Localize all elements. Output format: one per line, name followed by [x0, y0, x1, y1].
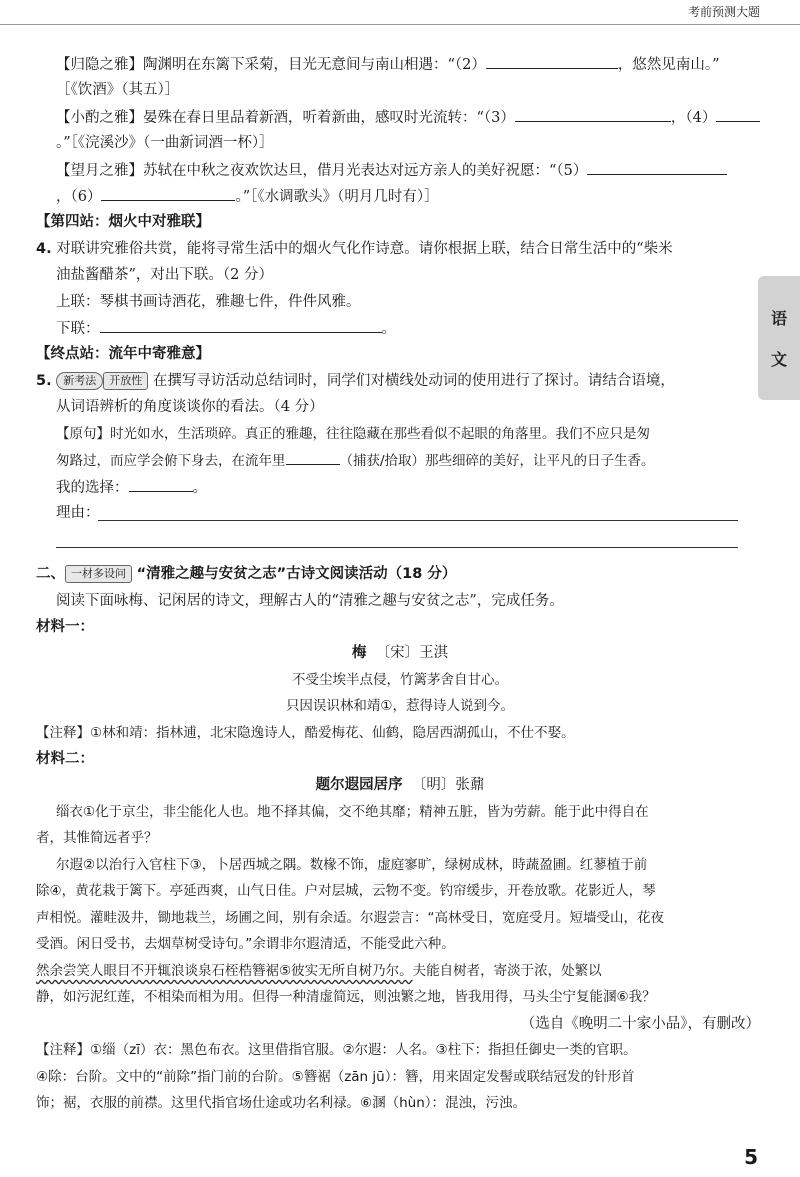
q5-orig-2: 匆路过，而应学会俯下身去，在流年里 （捕获/拾取）那些细碎的美好，让平凡的日子生香。: [56, 449, 655, 472]
q5-orig-1: 【原句】时光如水，生活琐碎。真正的雅趣，往往隐藏在那些看似不起眼的角落里。我们不应只是匆: [56, 426, 650, 442]
yas-line-3: 【小酌之雅】晏殊在春日里品着新酒，听着新曲，感叹时光流转：“（3） ，（4）: [56, 106, 760, 129]
note-2-line-3: 饰；裾，衣服的前襟。这里代指官场仕途或功名利禄。⑥溷（hùn）：混浊，污浊。: [36, 1095, 527, 1111]
prose-line-6: 受酒。闲日受书，去烟草树受诗句。”余谓非尔遐清适，不能受此六种。: [36, 936, 455, 952]
wavy-underlined-sentence: 然余尝笑人眼目不开辄浪谈泉石桎梏簪裾⑤彼实无所自树乃尔。: [36, 963, 413, 979]
q4-lower-couplet: 下联： 。: [56, 317, 396, 340]
blank-2[interactable]: [486, 53, 618, 69]
poem-title: 梅: [351, 645, 367, 661]
choice-blank[interactable]: [129, 476, 193, 492]
verb-blank[interactable]: [286, 449, 340, 465]
poem-heading: [0, 642, 800, 664]
q5-line-1: 5. 新考法 开放性 在撰写寻访活动总结词时，同学们对横线处动词的使用进行了探讨。请结合语境，: [36, 373, 675, 389]
yas-line-6: ，（6） 。”［《水调歌头》（明月几时有）］: [56, 185, 439, 208]
header-label: 考前预测大题: [687, 5, 760, 19]
open-tag: 开放性: [103, 372, 148, 390]
note-2-line-2: ④除：台阶。文中的“前除”指门前的台阶。⑤簪裾（zān jū）：簪，用来固定发髻或联结冠发的针形首: [36, 1069, 635, 1085]
part2-intro: 阅读下面咏梅、记闲居的诗文，理解古人的“清雅之趣与安贫之志”，完成任务。: [56, 593, 564, 609]
final-title: 【终点站：流年中寄雅意】: [36, 346, 210, 362]
q5-line-2: 从词语辨析的角度谈谈你的看法。（4 分）: [56, 399, 324, 415]
q4-upper-couplet: 上联：琴棋书画诗酒花，雅趣七件，件件风雅。: [56, 294, 361, 310]
prose-line-2: 者，其惟简远者乎？: [36, 830, 158, 846]
yas-line-5: 【望月之雅】苏轼在中秋之夜欢饮达旦，借月光表达对远方亲人的美好祝愿：“（5）: [56, 159, 727, 182]
lower-couplet-blank[interactable]: [100, 317, 382, 333]
part2-heading: 二、 一材多设问 “清雅之趣与安贫之志”古诗文阅读活动（18 分）: [36, 566, 457, 582]
prose-line-1: 缁衣①化于京尘，非尘能化人也。地不择其偏，交不绝其靡；精神五脏，皆为劳薪。能于此中得自在: [56, 804, 649, 820]
page-number: 5: [744, 1145, 758, 1169]
yas-line-4: 。”［《浣溪沙》（一曲新词酒一杯）］: [56, 135, 274, 151]
header-divider: [0, 24, 800, 25]
q5-choice: 我的选择： 。: [56, 476, 207, 499]
side-tab-char-1: 语: [770, 309, 787, 328]
prose-line-7: 然余尝笑人眼目不开辄浪谈泉石桎梏簪裾⑤彼实无所自树乃尔。夫能自树者，寄淡于浓，处繁以: [36, 963, 602, 979]
q5-reason: 理由：: [56, 505, 100, 521]
new-method-tag: 新考法: [56, 372, 103, 390]
blank-4[interactable]: [716, 106, 760, 122]
poem-line-2: 只因误识林和靖①，惹得诗人说到今。: [285, 698, 515, 714]
blank-6[interactable]: [101, 185, 235, 201]
blank-3[interactable]: [515, 106, 671, 122]
prose-line-4: 除④，黄花栽于篱下。亭延西爽，山气日佳。户对层城，云物不变。钓帘缓步，开卷放歌。花影近人，琴: [36, 883, 656, 899]
prose-line-8: 静，如污泥红莲，不相染而相为用。但得一种清虚简远，则浊繁之地，皆我用得，马头尘宁复能溷⑥我？: [36, 989, 656, 1005]
prose-title: 题尔遐园居序: [315, 777, 403, 793]
prose-line-5: 声相悦。灌畦汲井，锄地栽兰，场圃之间，别有余适。尔遐尝言：“高林受日，宽庭受月。短墙受山，花夜: [36, 910, 664, 926]
q4-line-1: 4. 对联讲究雅俗共赏，能将寻常生活中的烟火气化作诗意。请你根据上联，结合日常生活中的“柴米: [36, 241, 673, 257]
poem-author: 〔宋〕王淇: [375, 645, 449, 661]
reason-line-1[interactable]: [98, 520, 738, 521]
side-tab-char-2: 文: [770, 350, 787, 369]
blank-5[interactable]: [587, 159, 727, 175]
poem-line-1: 不受尘埃半点侵，竹篱茅舍自甘心。: [292, 672, 508, 688]
yas-line-1: 【归隐之雅】陶渊明在东篱下采菊，目光无意间与南山相遇：“（2） ，悠然见南山。”: [56, 53, 720, 76]
prose-line-3: 尔遐②以治行入官柱下③，卜居西城之隅。数椽不饰，虚庭寥旷，绿树成林，時蔬盈圃。红蓼植于前: [56, 857, 648, 873]
one-material-tag: 一材多设问: [65, 565, 132, 583]
subject-side-tab: [758, 276, 800, 400]
prose-heading: [0, 774, 800, 796]
q4-line-2: 油盐酱醋茶”，对出下联。（2 分）: [56, 267, 273, 283]
yas-line-2: ［《饮酒》（其五）］: [56, 82, 180, 98]
note-1: 【注释】①林和靖：指林逋，北宋隐逸诗人，酷爱梅花、仙鹤，隐居西湖孤山，不仕不娶。: [36, 725, 575, 741]
prose-source: （选自《晚明二十家小品》，有删改）: [520, 1016, 760, 1032]
note-2-line-1: 【注释】①缁（zī）衣：黑色布衣。这里借指官服。②尔遐：人名。③柱下：指担任御史一类的官职。: [36, 1042, 637, 1058]
material1-label: 材料一：: [36, 619, 94, 635]
material2-label: 材料二：: [36, 751, 94, 767]
reason-line-2[interactable]: [56, 547, 738, 548]
prose-author: 〔明〕张鼐: [411, 777, 485, 793]
station4-title: 【第四站：烟火中对雅联】: [36, 214, 210, 230]
